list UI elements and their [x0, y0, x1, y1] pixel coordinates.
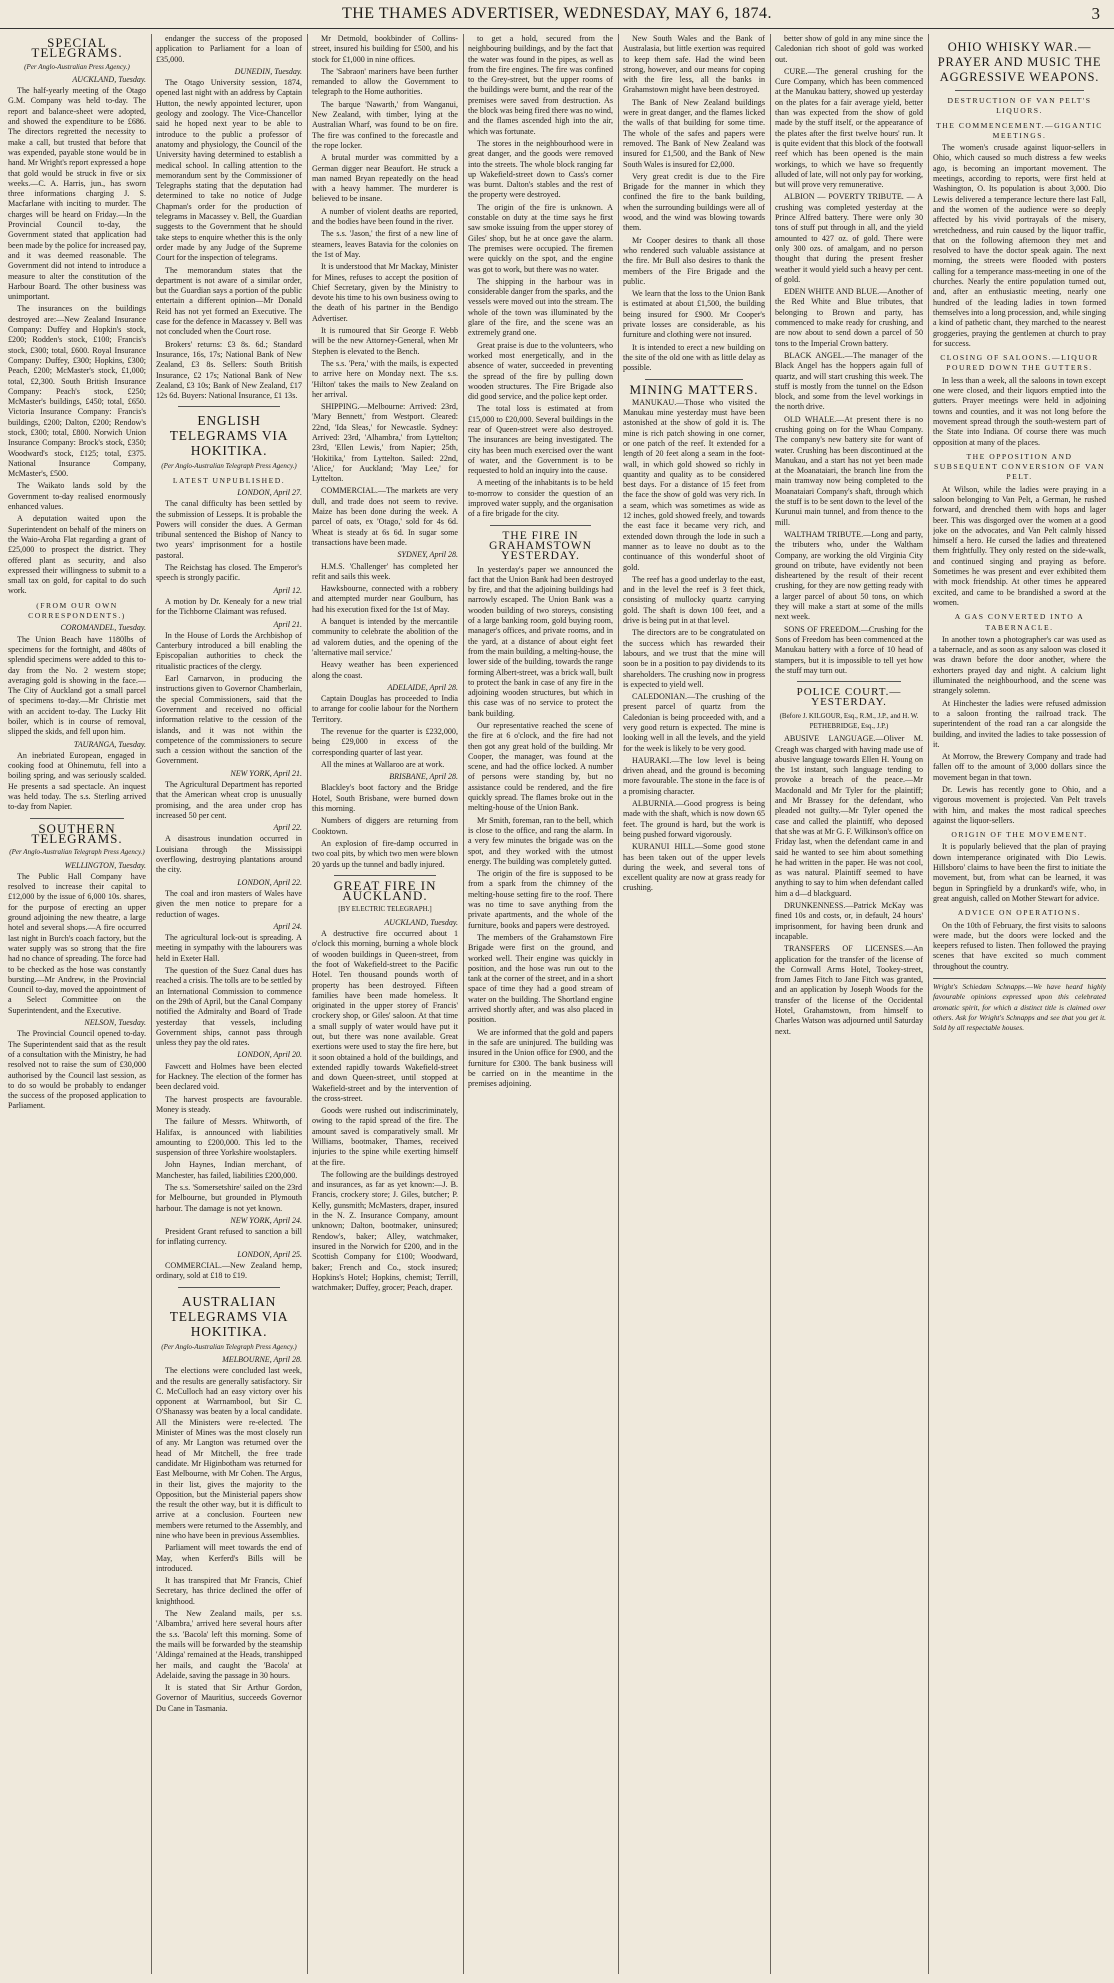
article-paragraph: The s.s. 'Pera,' with the mails, is expected to arrive here on Monday next. The s.s. 'Hilton' takes the mails to New Zealand on her arrival. [312, 358, 458, 399]
article-paragraph: President Grant refused to sanction a bill for inflating currency. [156, 1227, 302, 1247]
article-paragraph: The coal and iron masters of Wales have given the men notice to prepare for a reduction of wages. [156, 888, 302, 919]
section-heading-southern-telegrams: SOUTHERN TELEGRAMS. [31, 820, 123, 846]
article-paragraph: CURE.—The general crushing for the Cure Company, which has been commenced at the Manukau battery, showed up yesterday on the plates for a fair average yield, better than was expected from the show of gold made by the stuff itself, or the appearance of the plates after the first twelve hours' run. It is quite evident that this block of the footwall reef which has been opened is the main workings, to which we have so frequently alluded of late, will not only pay for working, but will prove very remunerative. [775, 66, 923, 190]
article-paragraph: ALBION — POVERTY TRIBUTE. — A crushing was completed yesterday at the Prince Alfred battery. There were only 30 tons of stuff put through in all, and the yield amounted to 427 oz. of gold. There were only 300 ozs. of amalgam, and no person thought that during the present fresher weather it would yield such a heavy per cent. of gold. [775, 192, 923, 284]
article-paragraph: The half-yearly meeting of the Otago G.M. Company was held to-day. The report and balance-sheet were adopted, and showed the expenditure to be £686. The directors regretted the necessity to make a call, but trusted that before that was expended, payable stone would be in hand. Mr Wright's report expressed a hope that gold would be struck in five or six weeks.—C. A. Harris, jun., has sworn three informations charging J. S. Macfarlane with inciting to murder. The charges will be heard on Friday.—In the Provincial Council to-day, the Government stated that application had been made by the police for increased pay, and it was deemed reasonable. The Government did not intend to introduce a measure to alter the constitution of the Harbour Board. The other business was unimportant. [8, 86, 146, 302]
article-paragraph: A motion by Dr. Kenealy for a new trial for the Tichborne Claimant was refused. [156, 596, 302, 617]
agency-note: (Per Anglo-Australian Telegraph Press Agency.) [161, 462, 297, 471]
article-paragraph: It is intended to erect a new building on the site of the old one with as little delay as possible. [623, 342, 765, 373]
dateline: SYDNEY, April 28. [397, 550, 458, 560]
article-paragraph: Brokers' returns: £3 8s. 6d.; Standard Insurance, 16s, 17s; National Bank of New Zealand, £3 8s. Sellers: South British Insurance, £2 17s; National Bank of New Zealand, £3 10s; Bank of New Zealand, £17 12s 6d. Buyers: National Insurance, £1 13s. [156, 339, 302, 401]
article-paragraph: OLD WHALE.—At present there is no crushing going on for the Whau Company. The company's new battery site for want of water. Crushing has been discontinued at the Manukau, and a start has not yet been made at the Moanataiari, the branch line from the main tramway now being completed to the Moanataiari Company's shaft, through which the stuff is to be sent down to the level of the Kurunui main tunnel, and from thence to the mill. [775, 414, 923, 527]
column-rule [770, 34, 771, 1974]
article-paragraph: The Provincial Council opened to-day. The Superintendent said that as the result of a consultation with the Ministry, he had resolved not to raise the sum of £30,000 authorised by the Council last session, as to do so would be probably to endanger the success of the proposed application to Parliament. [8, 1029, 146, 1111]
page-number: 3 [1091, 4, 1100, 23]
subheading: CLOSING OF SALOONS.—LIQUOR POURED DOWN THE GUTTERS. [940, 353, 1099, 373]
article-paragraph: The New Zealand mails, per s.s. 'Albambra,' arrived here several hours after the s.s. 'Bacola' left this morning. Some of the mails will be forwarded by the steamship 'Aldinga' remained at the Heads, transhipped her mails, and caught the 'Bacola' at Adelaide, saving the passage in 30 hours. [156, 1609, 302, 1680]
subheading: THE OPPOSITION AND SUBSEQUENT CONVERSION OF VAN PELT. [934, 451, 1105, 482]
article-paragraph: The harvest prospects are favourable. Money is steady. [156, 1094, 302, 1114]
article-paragraph: HAURAKI.—The low level is being driven ahead, and the ground is becoming more favourable. The stone in the face is of a promising character. [623, 755, 765, 796]
article-paragraph: A number of violent deaths are reported, and the bodies have been found in the river. [312, 206, 458, 227]
divider [334, 875, 436, 876]
dateline: April 12. [273, 585, 302, 595]
column-3 [312, 34, 458, 1974]
dateline: ADELAIDE, April 28. [387, 682, 458, 692]
article-paragraph: Heavy weather has been experienced along the coast. [312, 660, 458, 680]
divider [797, 681, 901, 682]
section-heading-english-telegrams: ENGLISH TELEGRAMS VIA HOKITIKA. [169, 413, 289, 459]
column-rule [463, 34, 464, 1974]
article-paragraph: The Bank of New Zealand buildings were in great danger, and the flames licked the walls of that building for some time. The whole of the safes and papers were removed. The Bank of New Zealand was insured for £1,500, and the Bank of New South Wales is insured for £2,000. [623, 97, 765, 169]
article-paragraph: The total loss is estimated at from £15,000 to £20,000. Several buildings in the rear of Queen-street were also destroyed. The insurances are being investigated. The city has been much exercised over the want of water, and the Government is to be requested to hold an inquiry into the cause. [468, 404, 613, 476]
article-paragraph: We learn that the loss to the Union Bank is estimated at about £1,500, the building being insured for £900. Mr Cooper's private losses are considerable, as his furniture and clothing were not insured. [623, 289, 765, 340]
article-paragraph: Blackley's boot factory and the Bridge Hotel, South Brisbane, were burned down this morning. [312, 783, 458, 814]
article-paragraph: The failure of Messrs. Whitworth, of Halifax, is announced with liabilities amounting to £200,000. This led to the suspension of three Yorkshire woolstaplers. [156, 1117, 302, 1158]
byline: [BY ELECTRIC TELEGRAPH.] [338, 905, 432, 914]
article-paragraph: H.M.S. 'Challenger' has completed her refit and sails this week. [312, 561, 458, 581]
article-paragraph: The Union Beach have 1180lbs of specimens for the fortnight, and 480ts of splendid specimens were added to this to-day from the No. 2 western stope; averaging gold is showing in the face.—The City of Auckland got a small parcel of specimens to-day.—Mr Christie met with an accident to-day. The Lucky Hit boiler, which is in course of removal, slipped the skids, and fell upon him. [8, 634, 146, 737]
article-paragraph: Fawcett and Holmes have been elected for Hackney. The election of the former has been declared void. [156, 1061, 302, 1092]
column-rule [928, 34, 929, 1974]
article-paragraph: TRANSFERS OF LICENSES.—An application for the transfer of the license of the Cornwall Arms Hotel, Tookey-street, from James Fitch to Jane Fitch was granted, and an application by Joseph Woods for the transfer of the license of the Occidental Hotel, Grahamstown, from himself to Charles Watson was adjourned until Saturday next. [775, 944, 923, 1036]
article-paragraph: MANUKAU.—Those who visited the Manukau mine yesterday must have been astonished at the show of gold it is. The mine is rich patch showing in one corner, or one patch of the reef. It extended for a length of 20 feet along a seam in the foot-wall, in which gold showed so richly in quantity and quality as to be considered best days. For a distance of 15 feet from the face the show of gold was very rich. In a seam, which was sometimes as wide as 12 inches, gold showed freely, and towards the east face it became very rich, and extended down through the lode in such a manner as to leave no doubt as to the continuance of this wonderful shoot of gold. [623, 397, 765, 572]
column-6 [775, 34, 923, 1974]
article-paragraph: The origin of the fire is supposed to be from a spark from the chimney of the melting-house setting fire to the roof. There was no time to save anything from the private apartments, and the whole of the furniture, books and papers were destroyed. [468, 869, 613, 930]
subheading: ORIGIN OF THE MOVEMENT. [951, 830, 1088, 840]
divider [645, 379, 743, 380]
article-paragraph: The Reichstag has closed. The Emperor's speech is strongly pacific. [156, 563, 302, 583]
article-paragraph: Mr Smith, foreman, ran to the bell, which is close to the office, and rang the alarm. In a very few minutes the brigade was on the spot, and they worked with the utmost energy. The building was completely gutted. [468, 815, 613, 866]
article-paragraph: An inebriated European, engaged in cooking food at Ohinemutu, fell into a boiling spring, and was seriously scalded. He presents a sad spectacle. An inquest was held today. The s.s. Sterling arrived to-day from Napier. [8, 750, 146, 812]
article-paragraph: The Agricultural Department has reported that the American wheat crop is unusually promising, and the area under crop has increased 50 per cent. [156, 780, 302, 820]
subheading: A GAS CONVERTED INTO A TABERNACLE. [954, 612, 1085, 632]
article-paragraph: ALBURNIA.—Good progress is being made with the shaft, which is now down 65 feet. The ground is hard, but the work is being pushed forward vigorously. [623, 799, 765, 839]
subheading: DESTRUCTION OF VAN PELT'S LIQUORS. [947, 96, 1092, 116]
article-paragraph: The reef has a good underlay to the east, and in the level the reef is 3 feet thick, consisting of mullocky quartz carrying gold. The shaft is down 100 feet, and a drive is being put in at that level. [623, 574, 765, 626]
dateline: WELLINGTON, Tuesday. [64, 860, 146, 870]
section-heading-ohio-whisky-war: OHIO WHISKY WAR.—PRAYER AND MUSIC THE AGGRESSIVE WEAPONS. [937, 40, 1102, 84]
subheading: THE COMMENCEMENT.—GIGANTIC MEETINGS. [936, 120, 1103, 140]
article-paragraph: Great praise is due to the volunteers, who worked most energetically, and in the absence of water, succeeded in preventing the spread of the fire by pulling down wooden structures. The Fire Brigade also did good service, and the police kept order. [468, 340, 613, 402]
article-paragraph: In yesterday's paper we announced the fact that the Union Bank had been destroyed by fire, and that the adjoining buildings had narrowly escaped. The Union Bank was a wooden building of two storeys, consisting of a large banking room, gold buying room, manager's offices, and private rooms, and in the yard, at a distance of about eight feet from the main building, a melting-house, the lower side of the building, towards the range forming Albert-street, was a brick wall, built to protect the bank in case of any fire in the adjoining wooden structures, but which in this case was of no service to protect the bank building. [468, 564, 613, 718]
article-paragraph: A banquet is intended by the mercantile community to celebrate the abolition of the ad valorem duties, and the opening of the 'alternative mail service.' [312, 617, 458, 657]
masthead-title: THE THAMES ADVERTISER, WEDNESDAY, MAY 6, 1874. [341, 5, 773, 22]
dateline: TAURANGA, Tuesday. [73, 739, 146, 749]
masthead [0, 0, 1114, 29]
article-paragraph: It is rumoured that Sir George F. Webb will be the new Attorney-General, when Mr Stephen is elevated to the Bench. [312, 326, 458, 356]
dateline: April 24. [273, 921, 302, 931]
article-paragraph: COMMERCIAL.—New Zealand hemp, ordinary, sold at £18 to £19. [156, 1261, 302, 1281]
article-paragraph: KURANUI HILL.—Some good stone has been taken out of the upper levels during the week, and several tons of excellent quality are now at grass ready for crushing. [623, 842, 765, 893]
article-paragraph: COMMERCIAL.—The markets are very dull, and trade does not seem to revive. Maize has been done during the week. A parcel of oats, ex 'Otago,' sold for 4s 6d. Wheat is steady at 6s 6d. In sugar some transactions have been made. [312, 486, 458, 547]
article-paragraph: Our representative reached the scene of the fire at 6 o'clock, and the fire had not then got any great hold of the building. Mr Cooper, the manager, was found at the scene, and had the office locked. A number of persons were standing by, but no assistance could be rendered, and the fire quickly spread. The flames broke out in the melting-house of the Union Bank. [468, 721, 613, 813]
column-1 [8, 34, 146, 1974]
article-paragraph: Goods were rushed out indiscriminately, owing to the rapid spread of the fire. The amount saved is comparatively small. Mr Williams, bootmaker, Thames, received injuries to the spine while exerting himself at the fire. [312, 1106, 458, 1167]
article-paragraph: DRUNKENNESS.—Patrick McKay was fined 10s and costs, or, in default, 24 hours' imprisonment, for having been drunk and incapable. [775, 901, 923, 941]
section-heading-fire-grahamstown: THE FIRE IN GRAHAMSTOWN YESTERDAY. [489, 529, 592, 563]
dateline: NELSON, Tuesday. [84, 1018, 146, 1028]
article-paragraph: Parliament will meet towards the end of May, when Kerferd's Bills will be introduced. [156, 1543, 302, 1573]
dateline: LONDON, April 20. [237, 1050, 302, 1060]
article-paragraph: At Hinchester the ladies were refused admission to a saloon fronting the railroad track. The superintendent of the road ran a car alongside the building, and invited the ladies to take possession of it. [933, 698, 1106, 749]
column-2 [156, 34, 302, 1974]
article-paragraph: SHIPPING.—Melbourne: Arrived: 23rd, 'Mary Bennett,' from Westport. Cleared: 22nd, 'Ida Sleas,' for Newcastle. Sydney: Arrived: 23rd, 'Alhambra,' from Lyttelton; 23rd, 'Ellen Lewis,' from Napier; 25th, 'Hokitika,' from Lyttelton. Sailed: 22nd, 'Alice,' for Auckland; 'May Lee,' for Lyttelton. [312, 402, 458, 484]
article-paragraph: ABUSIVE LANGUAGE.—Oliver M. Creagh was charged with having made use of abusive language towards Ellen H. Young on the 1st instant, such language tending to provoke a breach of the peace.—Mr Macdonald and Mr Tyler for the plaintiff; and Mr Brassey for the defendant, who pleaded not guilty.—Mr Tyler opened the case and called the plaintiff, who deposed that she was at Mr G. F. Wilkinson's office on Friday last, when the defendant came in and said he wanted to see him about something he had written in the paper. He was not cool, as was natural. Plaintiff seemed to have anything to say to him when defendant called him a d—d blackguard. [775, 734, 923, 898]
section-heading-police-court: POLICE COURT.—YESTERDAY. [796, 686, 902, 709]
article-paragraph: to get a hold, secured from the neighbouring buildings, and by the fact that the water was found in the pipes, as well as from the fire engines. The fire was confined to the Grey-street, but the upper rooms of the buildings were burnt, and the rear of the premises were saved from destruction. As the block was being fired there was no wind, and the flames ascended high into the air, which was fortunate. [468, 34, 613, 136]
section-heading-mining-matters: MINING MATTERS. [629, 381, 759, 397]
article-paragraph: A deputation waited upon the Superintendent on behalf of the miners on the Waio-Aroha Flat regarding a grant of £25,000 to prospect the district. They offered plant as security, and also expressed their willingness to submit to a small tax on gold, for capital to do such work. [8, 514, 146, 596]
column-4 [468, 34, 613, 1974]
column-7 [933, 34, 1106, 1974]
agency-note: (Per Anglo-Australian Telegraph Press Agency.) [9, 848, 145, 857]
dateline: LONDON, April 27. [237, 487, 302, 497]
article-paragraph: All the mines at Wallaroo are at work. [321, 759, 445, 769]
subheading: (FROM OUR OWN CORRESPONDENTS.) [28, 600, 126, 621]
article-paragraph: The canal difficulty has been settled by the submission of Lesseps. It is probable the Powers will consider the dues. A German tribunal sentenced the Bishop of Nancy to two years' imprisonment for a hostile pastoral. [156, 499, 302, 560]
article-paragraph: Mr Cooper desires to thank all those who rendered such valuable assistance at the fire. Mr Bull also desires to thank the members of the Fire Brigade and the public. [623, 235, 765, 286]
subheading: ADVICE ON OPERATIONS. [957, 908, 1082, 918]
article-paragraph: It is popularly believed that the plan of praying down intemperance originated with Dio Lewis. Hillsboro' claims to have been the first to initiate the movement, but, from what can be learned, it was begun in Springfield by a drunkard's wife, who, in great anguish, called on Mother Stewart for advice. [933, 842, 1106, 903]
article-paragraph: The Waikato lands sold by the Government to-day realised enormously enhanced values. [8, 481, 146, 512]
agency-note: (Per Anglo-Australian Press Agency.) [24, 62, 130, 71]
article-paragraph: The Otago University session, 1874, opened last night with an address by Captain Hutton, the newly appointed lecturer, upon geology and zoology. The Vice-Chancellor said he hoped next year to be able to introduce to the public a professor of anatomy and physiology, the Council of the University having determined to establish a medical school. In calling attention to the memorandum sent by the Commissioner of Telegraphs stating that the deputation had determined to take no notice of Judge Chapman's order for the production of telegrams in Macassey v. Bell, the Guardian suggests to the Government that he should take steps to enquire whether this is the only order made by any Judge of the Supreme Court for the inspection of telegrams. [156, 78, 302, 263]
agency-note: (Per Anglo-Australian Telegraph Press Agency.) [161, 1342, 297, 1351]
article-paragraph: The barque 'Nawarth,' from Wanganui, New Zealand, with timber, lying at the Australian Wharf, was found to be on fire. The fire was confined to the forecastle and the rope locker. [312, 99, 458, 150]
column-5 [623, 34, 765, 1974]
article-paragraph: better show of gold in any mine since the Caledonian rich shoot of gold was worked out. [775, 34, 923, 64]
article-paragraph: It is understood that Mr Mackay, Minister for Mines, refuses to accept the position of Chief Secretary, given by the Ministry to devote his time to his own business owing to the death of his partner in the Bendigo Advertiser. [312, 262, 458, 323]
dateline: BRISBANE, April 28. [389, 772, 458, 782]
article-paragraph: The s.s. 'Somersetshire' sailed on the 23rd for Melbourne, but grounded in Plymouth harbour. The damage is not yet known. [156, 1182, 302, 1213]
article-paragraph: The origin of the fire is unknown. A constable on duty at the time says he first saw smoke issuing from the upper storey of Giles' shop, but he at once gave the alarm. The premises were occupied. The firemen were quickly on the spot, and the engine was got to work, but there was no water. [468, 202, 613, 274]
article-paragraph: John Haynes, Indian merchant, of Manchester, has failed, liabilities £200,000. [156, 1160, 302, 1180]
article-paragraph: EDEN WHITE AND BLUE.—Another of the Red White and Blue tributes, that belonging to Brown and party, has commenced to make ready for crushing, and are now about to send down a parcel of 50 tons to the Imperial Crown battery. [775, 287, 923, 348]
dateline: April 22. [273, 823, 302, 833]
byline: (Before J. KILGOUR, Esq., R.M., J.P., and H. W. PETHEBRIDGE, Esq., J.P.) [779, 711, 919, 730]
article-paragraph: In the House of Lords the Archbishop of Canterbury introduced a bill enabling the Episcopalian authorities to check the ritualistic practices of the clergy. [156, 630, 302, 671]
article-paragraph: On the 10th of February, the first visits to saloons were made, but the doors were locked and the keepers refused to listen. Then followed the praying scenes that have excited so much comment throughout the country. [933, 920, 1106, 971]
advertisement: Wright's Schiedam Schnapps.—We have heard highly favourable opinions expressed upon this celebrated aromatic spirit, for which a distinct title is claimed over others. Ask for Wright's Schnapps and see that you get it. Sold by all respectable houses. [933, 978, 1106, 1033]
column-rule [618, 34, 619, 1974]
article-paragraph: A brutal murder was committed by a German digger near Beaufort. He struck a man named Bryan repeatedly on the head with a heavy hammer. The murderer is believed to be insane. [312, 153, 458, 204]
divider [178, 1287, 280, 1288]
article-paragraph: A meeting of the inhabitants is to be held to-morrow to consider the question of an improved water supply, and the organisation of a fire brigade for the city. [468, 478, 613, 519]
article-paragraph: Earl Carnarvon, in producing the instructions given to Governor Chamberlain, the special Commissioners, said that the Government and received no official information relative to the cession of the islands, and it was not within the competence of the commissioners to secure such a cession without the sanction of the Government. [156, 674, 302, 766]
article-paragraph: The stores in the neighbourhood were in great danger, and the goods were removed into the streets. The whole block ranging far up Wakefield-street down to Cass's corner was burnt. Dalton's stables and the rest of the property were destroyed. [468, 138, 613, 200]
article-paragraph: In less than a week, all the saloons in town except one were closed, and their liquors emptied into the gutters. Prayer meetings were held in adjoining towns and counties, and it was not long before the movement spread through the south-western part of the State into Indiana. Of course there was much opposition at many of the places. [933, 375, 1106, 447]
article-paragraph: We are informed that the gold and papers in the safe are uninjured. The building was insured in the Union office for £900, and the furniture for £300. The bank business will be carried on in the meantime in the premises adjoining. [468, 1027, 613, 1089]
article-paragraph: The women's crusade against liquor-sellers in Ohio, which caused so much distress a few weeks ago, is becoming an important movement. The meetings, according to reports, were first held at Washington, O. Its population is about 3,000. Dio Lewis delivered a temperance lecture there last Fall, and the women of the audience were so deeply affected by his vivid portrayals of the misery, wretchedness, and ruin caused by the liquor traffic, that on the following afternoon they met and resolved to have the doctor speak again. The next morning, the streets were flooded with posters calling for a temperance mass-meeting in one of the churches. Nearly the entire population turned out, and, after an enthusiastic meeting, nearly one hundred of the leading ladies in town formed themselves into a long procession, and, while singing a kind of pathetic chant, they marched to the nearest groggeries, praying the gentlemen at church to pray for success. [933, 143, 1106, 348]
dateline: LONDON, April 25. [237, 1249, 302, 1259]
article-paragraph: CALEDONIAN.—The crushing of the present parcel of quartz from the Caledonian is being proceeded with, and a very good return is expected. The mine is looking well in all the levels, and the yield for the week is likely to be very good. [623, 692, 765, 753]
article-paragraph: The elections were concluded last week, and the results are generally satisfactory. Sir C. McCulloch had an easy victory over his opponent at Warrnambool, but Sir C. O'Shanassy was beaten by a local candidate. All the Ministers were re-elected. The Minister of Mines was the most closely run of any. Mr Langton was returned over the head of Mr Mitchell, the free trade candidate. Mr Higinbotham was returned for East Melbourne, with Mr Cohen. The Argus, in their list, gives the majority to the Opposition, but the Ministerial papers show the result the other way, but it is difficult to arrive at a conclusion. Fourteen new members were returned to the Assembly, and nine who have been in previous Assemblies. [156, 1366, 302, 1540]
article-paragraph: Mr Detmold, bookbinder of Collins-street, insured his building for £500, and his stock for £1,000 in nine offices. [312, 34, 458, 64]
article-paragraph: The revenue for the quarter is £232,000, being £29,000 in excess of the corresponding quarter of last year. [312, 727, 458, 757]
article-paragraph: The insurances on the buildings destroyed are:—New Zealand Insurance Company: Duffey and Hopkin's stock, £200; Rodden's stock, £100; Francis's stock, £300; total, £600. Royal Insurance Company: Duffey, £300; Hopkins, £300; Peach, £200; McMaster's stock, £1,000; total, £2,300. South British Insurance Company: Peach's stock, £250; McMaster's buildings, £450; total, £650. Victoria Insurance Company: Francis's buildings, £200; Dalton, £200; Rendow's stock, £300; total, £800. Norwich Union Insurance Company: Brock's stock, £350; Woodward's stock, £125; total, £375. National Insurance Company, McMaster's, £500. [8, 304, 146, 479]
dateline: April 21. [273, 619, 302, 629]
article-paragraph: WALTHAM TRIBUTE.—Long and party, the tributers who, under the Waltham Company, are working the old Virginia City ground on tribute, have evidently not been disheartened by the result of their recent crushing, for they are now getting ready with a larger parcel of about 50 tons, on which they will make a start at some of the mills next week. [775, 529, 923, 622]
article-paragraph: The question of the Suez Canal dues has reached a crisis. The tolls are to be settled by an International Commission to commence on the 29th of April, but the Canal Company notified the Admiralty and Board of Trade yesterday that vessels, including Government ships, cannot pass through unless they pay the old rates. [156, 966, 302, 1048]
article-paragraph: Dr. Lewis has recently gone to Ohio, and a vigorous movement is projected. Van Pelt travels with him, and makes the most radical speeches against the liquor-sellers. [933, 785, 1106, 825]
dateline: AUCKLAND, Tuesday. [384, 917, 458, 927]
article-paragraph: The shipping in the harbour was in considerable danger from the sparks, and the vessels were moved out into the stream. The whole of the town was illuminated by the glare of the fire, and the scene was an extremely grand one. [468, 276, 613, 338]
divider [178, 406, 280, 407]
dateline: COROMANDEL, Tuesday. [60, 623, 146, 633]
article-paragraph: endanger the success of the proposed application to Parliament for a loan of £35,000. [156, 34, 302, 64]
section-heading-special-telegrams: SPECIAL TELEGRAMS. [31, 35, 123, 61]
article-paragraph: Numbers of diggers are returning from Cooktown. [312, 816, 458, 836]
article-paragraph: An explosion of fire-damp occurred in two coal pits, by which two men were blown 20 yards up the tunnel and badly injured. [312, 838, 458, 869]
article-paragraph: At Morrow, the Brewery Company and trade had fallen off to the amount of 3,000 dollars since the movement began in that town. [933, 752, 1106, 782]
article-paragraph: The s.s. 'Jason,' the first of a new line of steamers, leaves Batavia for the colonies on the 1st of May. [312, 229, 458, 259]
dateline: MELBOURNE, April 28. [222, 1354, 302, 1364]
article-paragraph: The memorandum states that the department is not aware of a similar order, but the Guardian says a portion of the public entertain a different opinion—Mr Donald Reid has not yet formed an Executive. The case for the defence in Macassey v. Bell was not concluded when the Court rose. [156, 265, 302, 337]
section-heading-great-fire: GREAT FIRE IN AUCKLAND. [333, 877, 437, 904]
dateline: LONDON, April 22. [237, 877, 302, 887]
dateline: AUCKLAND, Tuesday. [72, 74, 146, 84]
article-paragraph: New South Wales and the Bank of Australasia, but little exertion was required to keep them safe. Had the wind been strong, however, and our means for coping with the fire less, all the banks in Grahamstown might have been destroyed. [623, 34, 765, 95]
article-paragraph: The directors are to be congratulated on the success which has rewarded their labours, and we trust that the mine will soon be in a position to pay dividends to its shareholders. The crushing now in progress is expected to yield well. [623, 628, 765, 689]
article-paragraph: In another town a photographer's car was used as a tabernacle, and as soon as any saloon was closed it was drawn before the door another, where the exhorters prayed day and night. A calcium light illuminated the neighbourhood, and the scene was strangely solemn. [933, 634, 1106, 696]
section-heading-australian-telegrams: AUSTRALIAN TELEGRAMS VIA HOKITIKA. [169, 1293, 289, 1339]
article-paragraph: Captain Douglas has proceeded to India to arrange for coolie labour for the Northern Territory. [312, 694, 458, 724]
divider [30, 818, 124, 819]
divider [490, 525, 591, 526]
article-paragraph: The following are the buildings destroyed and insurances, as far as yet known:—J. B. Francis, crockery store; J. Giles, butcher; P. Kelly, gunsmith; McMasters, draper, insured in the N. Z. Insurance Company, amount unknown; Dalton, bootmaker, uninsured; Rendow's, baker; Alley, watchmaker, insured in the Norwich for £200, and in the Scottish Company for £100; Woodward, baker; French and Co., stock insured; Hopkins's Hotel; Hopkins, chemist; Terrill, watchmaker; Duffey, grocer; Peach, draper. [312, 1169, 458, 1293]
article-paragraph: It has transpired that Mr Francis, Chief Secretary, has thrice declined the offer of knighthood. [156, 1576, 302, 1606]
article-paragraph: Very great credit is due to the Fire Brigade for the manner in which they confined the fire to the bank building, when the surrounding buildings were all of wood, and the wind was blowing towards them. [623, 171, 765, 233]
article-paragraph: At Wilson, while the ladies were praying in a saloon belonging to Van Pelt, a German, he rushed forward, and drenched them with hops and lager beer. This was disgorged over the women at a good joke on the advocates, and Van Pelt calmly hissed himself a hero. He cursed the ladies and threatened them frightfully. They only rested on the side-walk, and continued singing and praying as before. Sometimes he was present and ever exhibited them with mock friendship. At other times he appeared excited, and came to be brandished a sword at the women. [933, 484, 1106, 607]
article-paragraph: The members of the Grahamstown Fire Brigade were first on the ground, and worked well. Their engine was quickly in position, and the hose was run out to the tank at the corner of the street, and in a short space of time they had a good stream of water on the building. The Shortland engine arrived shortly after, and was also placed in position. [468, 932, 613, 1025]
subheading: LATEST UNPUBLISHED. [172, 475, 286, 485]
article-paragraph: BLACK ANGEL.—The manager of the Black Angel has the hoppers again full of quartz, and will start crushing this week. The stuff is mostly from the tunnel on the Edson block, and some from the level workings in the north drive. [775, 350, 923, 412]
column-rule [151, 34, 152, 1974]
article-paragraph: A disastrous inundation occurred in Louisiana through the Mississippi overflowing, destroying plantations around the city. [156, 834, 302, 875]
divider [955, 90, 1084, 91]
article-paragraph: Hawksbourne, connected with a robbery and attempted murder near Goulburn, has had his execution fixed for the 1st of May. [312, 584, 458, 614]
dateline: NEW YORK, April 24. [230, 1215, 302, 1225]
article-paragraph: The agricultural lock-out is spreading. A meeting in sympathy with the labourers was held in Exeter Hall. [156, 933, 302, 963]
article-paragraph: A destructive fire occurred about 1 o'clock this morning, burning a whole block of wooden buildings in Queen-street, from the foot of Wakefield-street to the Pacific Hotel. Ten thousand pounds worth of property has been destroyed. Fifteen families have been made homeless. It originated in the upper storey of Francis' crockery shop, or Giles' saloon. At that time a small supply of water would have put it out, but there was none available. Great exertions were used to stay the fire here, but it soon obtained a hold of the buildings, and extended rapidly towards Wakefield-street and down Queen-street, until stopped at Wakefield-street and by the intervention of the cross-street. [312, 929, 458, 1103]
article-paragraph: SONS OF FREEDOM.—Crushing for the Sons of Freedom has been commenced at the Manukau battery with a force of 10 head of stampers, but it is impossible to tell yet how the stuff may turn out. [775, 624, 923, 675]
dateline: NEW YORK, April 21. [230, 768, 302, 778]
column-rule [307, 34, 308, 1974]
article-paragraph: The 'Sabraon' mariners have been further remanded to allow the Government to telegraph to the Home authorities. [312, 66, 458, 97]
article-paragraph: The Public Hall Company have resolved to increase their capital to £12,000 by the issue of 6,000 10s. shares, for the purpose of erecting an upper ground adjoining the new theatre, a large hotel and several shops.—A fire occurred last night in Burch's coach factory, but the water supply was so strong that the fire had no chance of spreading. The force had to be checked as the hose was constantly bursting.—Mr Andrew, in the Provincial Council to-day, moved the appointment of a Select Committee on the Superintendent, and the Executive. [8, 871, 146, 1015]
dateline: DUNEDIN, Tuesday. [234, 66, 302, 76]
article-paragraph: It is stated that Sir Arthur Gordon, Governor of Mauritius, succeeds Governor Du Cane in Tasmania. [156, 1683, 302, 1713]
